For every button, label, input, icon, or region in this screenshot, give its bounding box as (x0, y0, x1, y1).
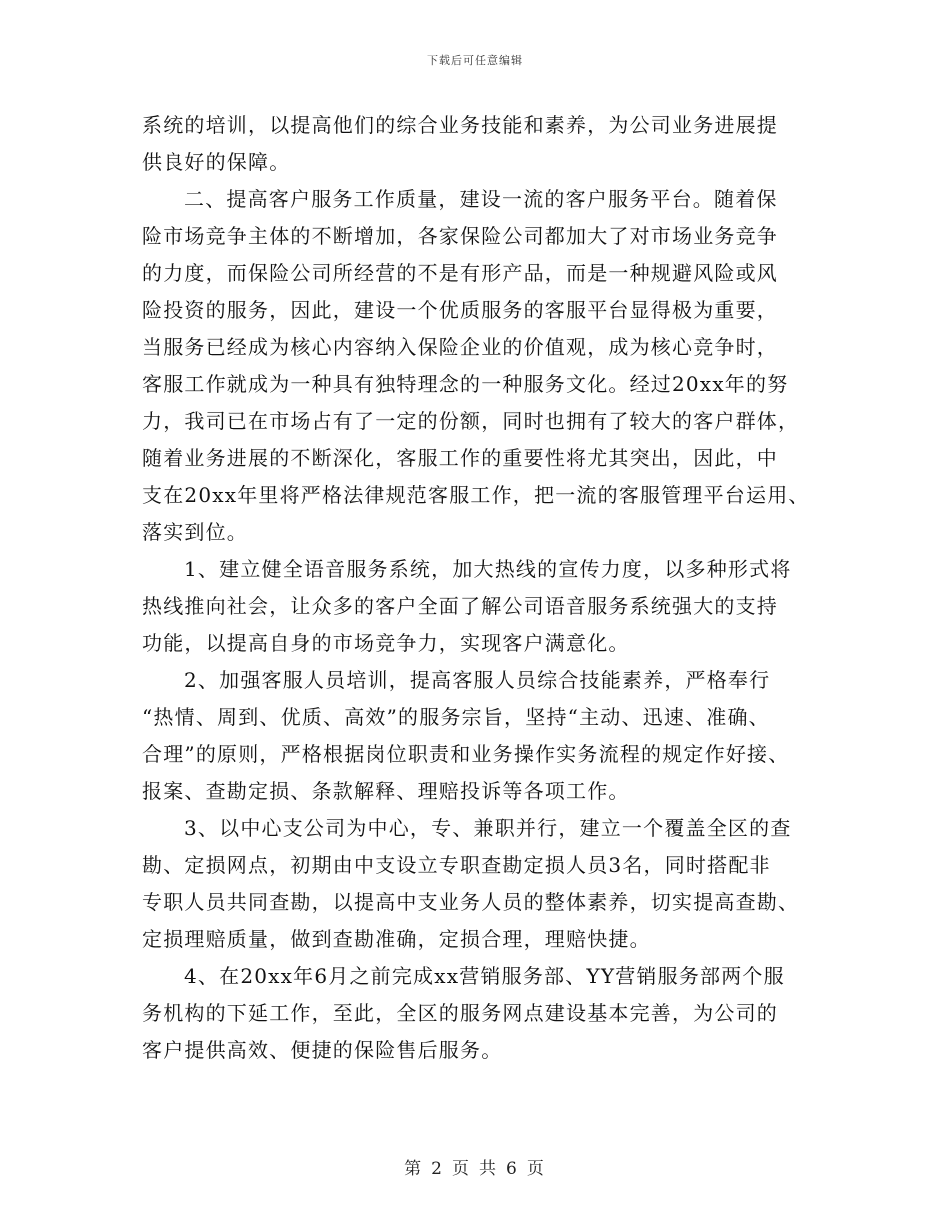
body-line: 供良好的保障。 (142, 150, 291, 174)
body-line: 功能，以提高自身的市场竞争力，实现客户满意化。 (142, 631, 630, 655)
body-line: 合理”的原则，严格根据岗位职责和业务操作实务流程的规定作好接、 (142, 742, 790, 766)
footer-prefix: 第 (404, 1159, 424, 1179)
body-line: 报案、查勘定损、条款解释、理赔投诉等各项工作。 (142, 779, 630, 803)
document-body (142, 107, 814, 1069)
body-line: 的力度，而保险公司所经营的不是有形产品，而是一种规避风险或风 (142, 261, 778, 285)
body-line: 客户提供高效、便捷的保险售后服务。 (142, 1038, 503, 1062)
footer-suffix: 页 (526, 1159, 546, 1179)
body-line: 专职人员共同查勘，以提高中支业务人员的整体素养，切实提高查勘、 (142, 890, 800, 914)
body-line: 随着业务进展的不断深化，客服工作的重要性将尤其突出，因此，中 (142, 446, 778, 470)
body-line: 力，我司已在市场占有了一定的份额，同时也拥有了较大的客户群体， (142, 409, 800, 433)
page-footer (0, 1154, 950, 1179)
body-line: 险投资的服务，因此，建设一个优质服务的客服平台显得极为重要， (142, 298, 778, 322)
body-line: 务机构的下延工作，至此，全区的服务网点建设基本完善，为公司的 (142, 1001, 778, 1025)
body-line: 定损理赔质量，做到查勘准确，定损合理，理赔快捷。 (142, 927, 651, 951)
page-header: 下载后可任意编辑 (427, 54, 523, 67)
body-line: 热线推向社会，让众多的客户全面了解公司语音服务系统强大的支持 (142, 594, 778, 618)
list-item-3-line: 3、以中心支公司为中心，专、兼职并行，建立一个覆盖全区的查 (184, 816, 792, 840)
body-line: 系统的培训，以提高他们的综合业务技能和素养，为公司业务进展提 (142, 113, 778, 137)
body-line: 客服工作就成为一种具有独特理念的一种服务文化。经过20xx年的努 (142, 372, 789, 396)
body-line: 支在20xx年里将严格法律规范客服工作，把一流的客服管理平台运用、 (142, 483, 810, 507)
body-line: 险市场竞争主体的不断增加，各家保险公司都加大了对市场业务竞争 (142, 224, 778, 248)
body-line: 当服务已经成为核心内容纳入保险企业的价值观，成为核心竞争时， (142, 335, 778, 359)
footer-total-label: 共 (479, 1159, 498, 1179)
footer-page-label: 页 (452, 1159, 471, 1179)
list-item-4-line: 4、在20xx年6月之前完成xx营销服务部、YY营销服务部两个服 (184, 964, 785, 988)
footer-page-number: 2 (431, 1159, 444, 1179)
body-line: “热情、周到、优质、高效”的服务宗旨，坚持“主动、迅速、准确、 (142, 705, 770, 729)
footer-total-pages: 6 (506, 1159, 519, 1179)
list-item-2-line: 2、加强客服人员培训，提高客服人员综合技能素养，严格奉行 (184, 668, 771, 692)
list-item-1-line: 1、建立健全语音服务系统，加大热线的宣传力度，以多种形式将 (184, 557, 792, 581)
section-heading-line: 二、提高客户服务工作质量，建设一流的客户服务平台。随着保 (184, 187, 778, 211)
body-line: 落实到位。 (142, 520, 248, 544)
body-line: 勘、定损网点，初期由中支设立专职查勘定损人员3名，同时搭配非 (142, 853, 771, 877)
